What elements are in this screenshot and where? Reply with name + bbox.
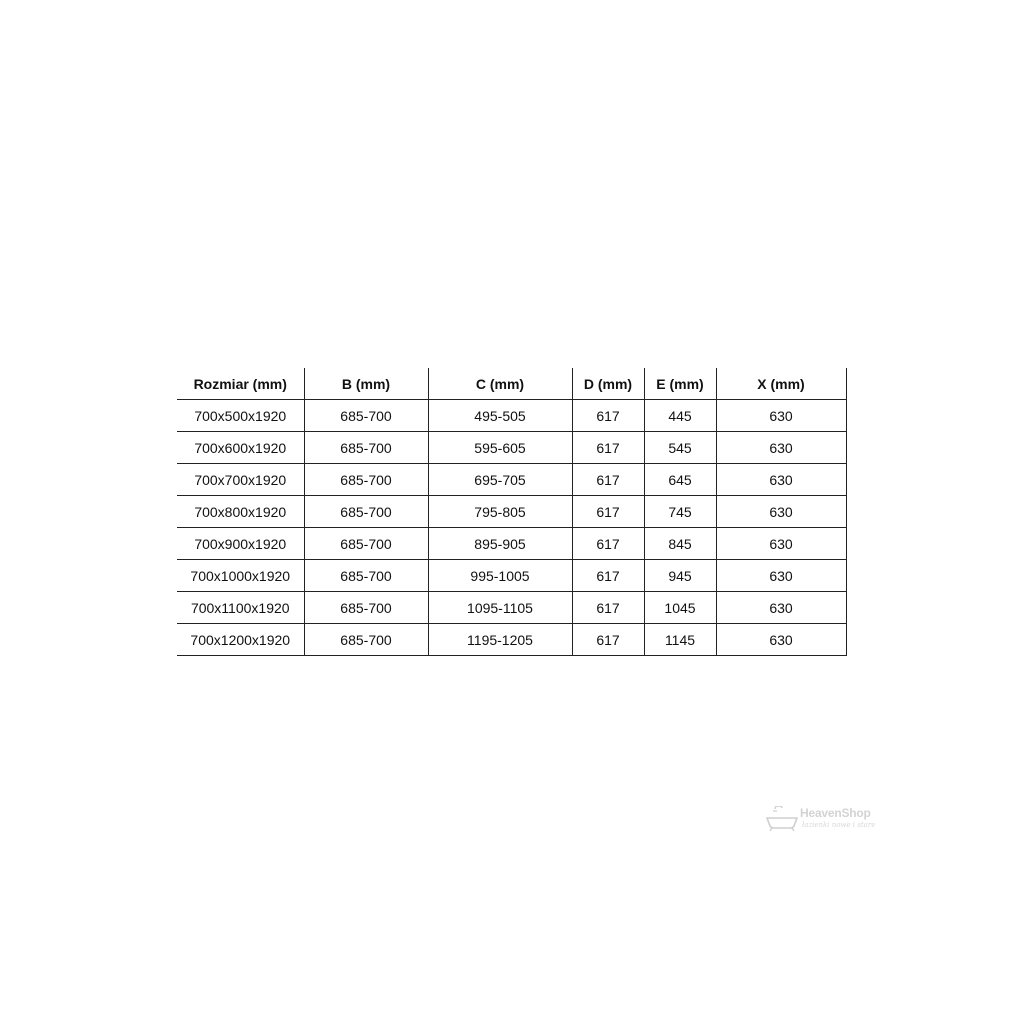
table-cell: 617	[572, 496, 644, 528]
table-cell: 685-700	[304, 496, 428, 528]
table-cell: 630	[716, 432, 846, 464]
table-cell: 595-605	[428, 432, 572, 464]
table-cell: 1045	[644, 592, 716, 624]
table-cell: 700x1000x1920	[177, 560, 304, 592]
bathtub-icon	[766, 806, 798, 832]
table-cell: 700x1100x1920	[177, 592, 304, 624]
table-cell: 700x500x1920	[177, 400, 304, 432]
table-row	[177, 528, 846, 560]
table-body	[177, 400, 846, 656]
table-cell: 895-905	[428, 528, 572, 560]
table-cell: 630	[716, 560, 846, 592]
table-cell: 700x900x1920	[177, 528, 304, 560]
dimensions-table	[177, 368, 847, 656]
header-cell-size: Rozmiar (mm)	[177, 368, 304, 400]
table-row	[177, 560, 846, 592]
table-cell: 945	[644, 560, 716, 592]
table-cell: 685-700	[304, 432, 428, 464]
table-row	[177, 592, 846, 624]
table-cell: 695-705	[428, 464, 572, 496]
table-cell: 700x1200x1920	[177, 624, 304, 656]
table-row	[177, 432, 846, 464]
table-cell: 685-700	[304, 560, 428, 592]
table-cell: 495-505	[428, 400, 572, 432]
header-cell-e: E (mm)	[644, 368, 716, 400]
table-cell: 1095-1105	[428, 592, 572, 624]
table-cell: 685-700	[304, 400, 428, 432]
table-cell: 995-1005	[428, 560, 572, 592]
header-cell-c: C (mm)	[428, 368, 572, 400]
table-cell: 700x800x1920	[177, 496, 304, 528]
table-cell: 845	[644, 528, 716, 560]
table-cell: 617	[572, 528, 644, 560]
table-cell: 685-700	[304, 624, 428, 656]
table-cell: 617	[572, 592, 644, 624]
table-cell: 630	[716, 400, 846, 432]
table-cell: 445	[644, 400, 716, 432]
table-cell: 685-700	[304, 528, 428, 560]
table-cell: 745	[644, 496, 716, 528]
table-cell: 700x700x1920	[177, 464, 304, 496]
table-cell: 617	[572, 624, 644, 656]
table-cell: 630	[716, 464, 846, 496]
table-cell: 545	[644, 432, 716, 464]
table-cell: 1195-1205	[428, 624, 572, 656]
table-row	[177, 496, 846, 528]
table-cell: 685-700	[304, 592, 428, 624]
header-cell-d: D (mm)	[572, 368, 644, 400]
table-row	[177, 624, 846, 656]
table-cell: 617	[572, 432, 644, 464]
table-header	[177, 368, 846, 400]
table-row	[177, 464, 846, 496]
table-cell: 617	[572, 464, 644, 496]
table-cell: 685-700	[304, 464, 428, 496]
header-cell-b: B (mm)	[304, 368, 428, 400]
table-cell: 795-805	[428, 496, 572, 528]
table-cell: 630	[716, 496, 846, 528]
header-cell-x: X (mm)	[716, 368, 846, 400]
watermark-name: HeavenShop	[800, 806, 871, 820]
table-cell: 700x600x1920	[177, 432, 304, 464]
table-cell: 645	[644, 464, 716, 496]
table-cell: 1145	[644, 624, 716, 656]
table-cell: 630	[716, 528, 846, 560]
table-cell: 617	[572, 400, 644, 432]
table-cell: 630	[716, 624, 846, 656]
watermark-tagline: łazienki nowe i stare	[802, 821, 876, 829]
heavenshop-watermark	[766, 804, 876, 836]
header-row	[177, 368, 846, 400]
table-row	[177, 400, 846, 432]
table-cell: 617	[572, 560, 644, 592]
table-cell: 630	[716, 592, 846, 624]
